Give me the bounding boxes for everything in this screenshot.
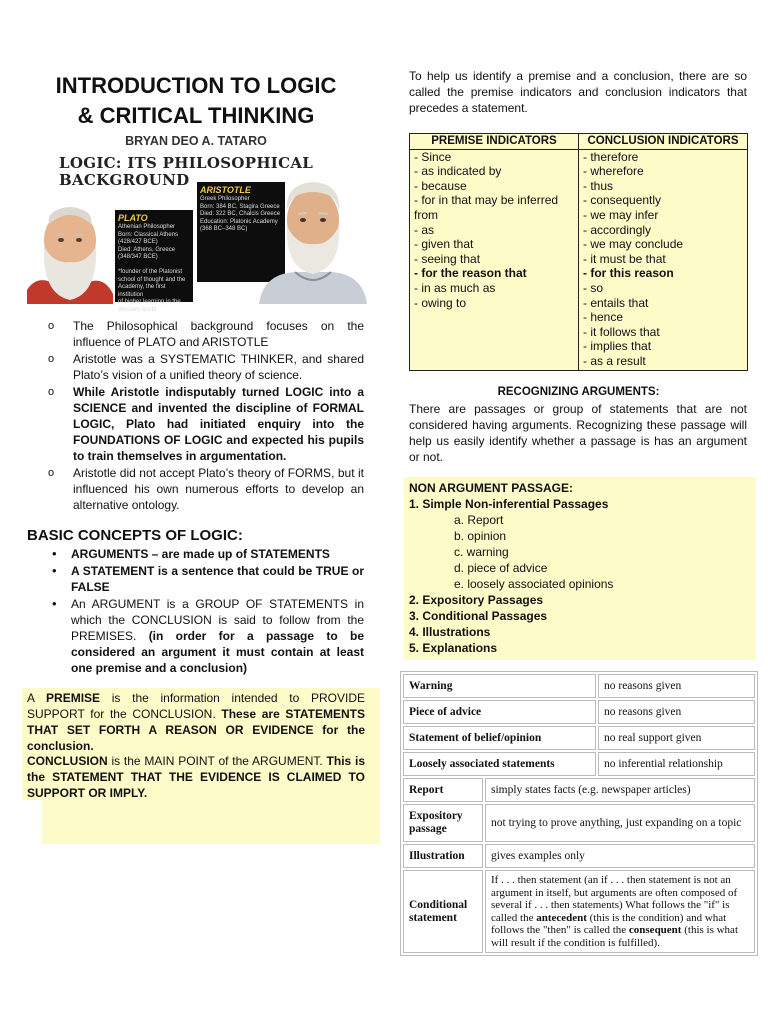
- conclusion-indicator: - we may conclude: [583, 237, 684, 252]
- plato-detail-line: Athenian Philosopher: [118, 224, 176, 230]
- basic-concepts-heading: BASIC CONCEPTS OF LOGIC:: [27, 527, 243, 544]
- conclusion-indicator: - it must be that: [583, 251, 666, 266]
- aristotle-detail-line: (368 BC–348 BC): [200, 226, 248, 232]
- author-name: BRYAN DEO A. TATARO: [125, 134, 267, 148]
- aristotle-portrait: [255, 176, 369, 304]
- premise-indicators-list: [410, 149, 579, 370]
- table-row: Piece of advice no reasons given: [403, 700, 755, 724]
- definitions-highlight-notch: [22, 800, 42, 844]
- background-point-4: o Aristotle did not accept Plato’s theory of FORMS, but it influenced his own numerous efforts to develop an alternative ontology.: [45, 465, 364, 513]
- background-points: [45, 318, 364, 514]
- page-title-line-2: & CRITICAL THINKING: [77, 103, 315, 128]
- plato-detail-line: Western world.: [118, 306, 158, 313]
- plato-details: [118, 224, 190, 314]
- indicators-intro: To help us identify a premise and a conclusion, there are so called the premise indicators and conclusion indicators that precedes a statement.: [409, 69, 747, 115]
- background-point-2: o Aristotle was a SYSTEMATIC THINKER, and shared Plato’s vision of a unified theory of science.: [45, 351, 364, 383]
- background-point-3: o While Aristotle indisputably turned LOGIC into a SCIENCE and invented the discipline of FORMAL LOGIC, Plato had initiated enquiry into the FOUNDATIONS OF LOGIC and expected his pupils to train themselves in argumentation.: [45, 384, 364, 464]
- premise-indicator: - owing to: [414, 295, 467, 310]
- non-argument-item-5: 5. Explanations: [409, 641, 498, 655]
- philosophers-banner: [27, 152, 369, 313]
- aristotle-detail-line: Died: 322 BC, Chalcis Greece: [200, 211, 281, 217]
- conclusion-indicator: - consequently: [583, 193, 662, 208]
- premise-definition: A PREMISE is the information intended to PROVIDE SUPPORT for the CONCLUSION. These are STATEMENTS THAT SET FORTH A REASON OR EVIDENCE for the conclusion.: [27, 691, 365, 753]
- conclusion-indicator: - therefore: [583, 149, 639, 164]
- plato-detail-line: [118, 262, 190, 270]
- conclusion-indicator: - wherefore: [583, 164, 644, 179]
- premise-indicator: - because: [414, 178, 467, 193]
- conclusion-indicator: - hence: [583, 310, 624, 325]
- recognizing-arguments-text: There are passages or group of statements that are not considered having arguments. Recognizing these passage will help us easily identify whether a passage is has an argument or not.: [409, 402, 747, 464]
- plato-detail-line: Academy, the first institution: [118, 284, 166, 298]
- plato-info-card: [115, 210, 193, 313]
- conclusion-indicator: - implies that: [583, 339, 652, 354]
- premise-indicators-header: PREMISE INDICATORS: [410, 134, 579, 150]
- non-argument-heading: NON ARGUMENT PASSAGE:: [409, 481, 574, 495]
- aristotle-detail-line: Greek Philosopher: [200, 196, 250, 202]
- plato-name: PLATO: [118, 213, 148, 223]
- table-row: Illustration gives examples only: [403, 844, 755, 868]
- plato-detail-line: (428/427 BCE): [118, 239, 158, 245]
- conclusion-indicator: - accordingly: [583, 222, 652, 237]
- non-argument-item-3: 3. Conditional Passages: [409, 609, 548, 623]
- premise-indicator: - for in that may be inferred from: [414, 193, 559, 222]
- aristotle-name: ARISTOTLE: [200, 185, 251, 195]
- premise-indicator: - Since: [414, 149, 452, 164]
- conclusion-definition: CONCLUSION is the MAIN POINT of the ARGUMENT. This is the STATEMENT THAT THE EVIDENCE IS CLAIMED TO SUPPORT OR IMPLY.: [27, 754, 366, 800]
- basic-concept-1: • ARGUMENTS – are made up of STATEMENTS: [44, 546, 364, 562]
- recognizing-arguments-heading: RECOGNIZING ARGUMENTS:: [497, 386, 660, 398]
- table-row: Expository passage not trying to prove anything, just expanding on a topic: [403, 804, 755, 842]
- non-argument-sub-d: d. piece of advice: [454, 561, 548, 575]
- passage-types-table: [400, 671, 758, 956]
- table-row: Loosely associated statements no inferential relationship: [403, 752, 755, 776]
- non-argument-sub-a: a. Report: [454, 513, 504, 527]
- plato-detail-line: (348/347 BCE): [118, 254, 158, 260]
- page-title-line-1: INTRODUCTION TO LOGIC: [55, 73, 337, 98]
- conclusion-indicator: - it follows that: [583, 324, 660, 339]
- background-point-1: o The Philosophical background focuses on the influence of PLATO and ARISTOTLE: [45, 318, 364, 350]
- indicators-table: [409, 133, 748, 371]
- premise-indicator: - as indicated by: [414, 164, 502, 179]
- conclusion-indicator: - as a result: [583, 353, 646, 368]
- plato-detail-line: Born: Classical Athens: [118, 231, 179, 238]
- non-argument-sub-b: b. opinion: [454, 529, 507, 543]
- aristotle-detail-line: Born: 384 BC, Stagira Greece: [200, 203, 280, 210]
- banner-title: LOGIC: ITS PHILOSOPHICAL BACKGROUND: [59, 154, 314, 189]
- conclusion-indicators-header: CONCLUSION INDICATORS: [579, 134, 748, 150]
- table-row: Warning no reasons given: [403, 674, 755, 698]
- premise-indicator: - in as much as: [414, 280, 496, 295]
- non-argument-sub-e: e. loosely associated opinions: [454, 577, 614, 591]
- plato-detail-line: Died: Athens, Greece: [118, 246, 176, 253]
- non-argument-passages: [404, 477, 756, 660]
- conclusion-indicator: - we may infer: [583, 207, 659, 222]
- aristotle-detail-line: Education: Platonic Academy: [200, 218, 278, 225]
- premise-indicator: - for the reason that: [414, 266, 527, 281]
- plato-portrait: [27, 204, 113, 304]
- table-row: Conditional statement If . . . then statement (an if . . . then statement is not an argument in itself, but arguments are often composed of several if . . . then statements) What follows the "if" is called the antecedent (this is the condition) and what follows the "then" is called the consequent (this is what will result if the condition is fulfilled).: [403, 870, 755, 953]
- table-row: Statement of belief/opinion no real support given: [403, 726, 755, 750]
- non-argument-item-4: 4. Illustrations: [409, 625, 491, 639]
- table-row: Report simply states facts (e.g. newspaper articles): [403, 778, 755, 802]
- plato-detail-line: *founder of the Platonist: [118, 269, 183, 275]
- plato-detail-line: of higher learning in the: [118, 299, 181, 305]
- non-argument-item-1: 1. Simple Non-inferential Passages: [409, 497, 609, 511]
- non-argument-item-2: 2. Expository Passages: [409, 593, 544, 607]
- basic-concepts-list: [44, 546, 364, 677]
- conclusion-indicator: - thus: [583, 178, 614, 193]
- basic-concept-3: • An ARGUMENT is a GROUP OF STATEMENTS in which the CONCLUSION is said to follow from the PREMISES. (in order for a passage to be considered an argument it must contain at least one premise and a conclusion): [44, 596, 364, 676]
- conclusion-indicator: - so: [583, 280, 604, 295]
- basic-concept-2: • A STATEMENT is a sentence that could be TRUE or FALSE: [44, 563, 364, 595]
- conclusion-indicator: - entails that: [583, 295, 649, 310]
- premise-indicator: - given that: [414, 237, 474, 252]
- premise-indicator: - as: [414, 222, 435, 237]
- premise-indicator: - seeing that: [414, 251, 481, 266]
- conclusion-indicator: - for this reason: [583, 266, 674, 281]
- conclusion-indicators-list: [579, 149, 748, 370]
- non-argument-sub-c: c. warning: [454, 545, 509, 559]
- plato-detail-line: school of thought and the: [118, 276, 186, 283]
